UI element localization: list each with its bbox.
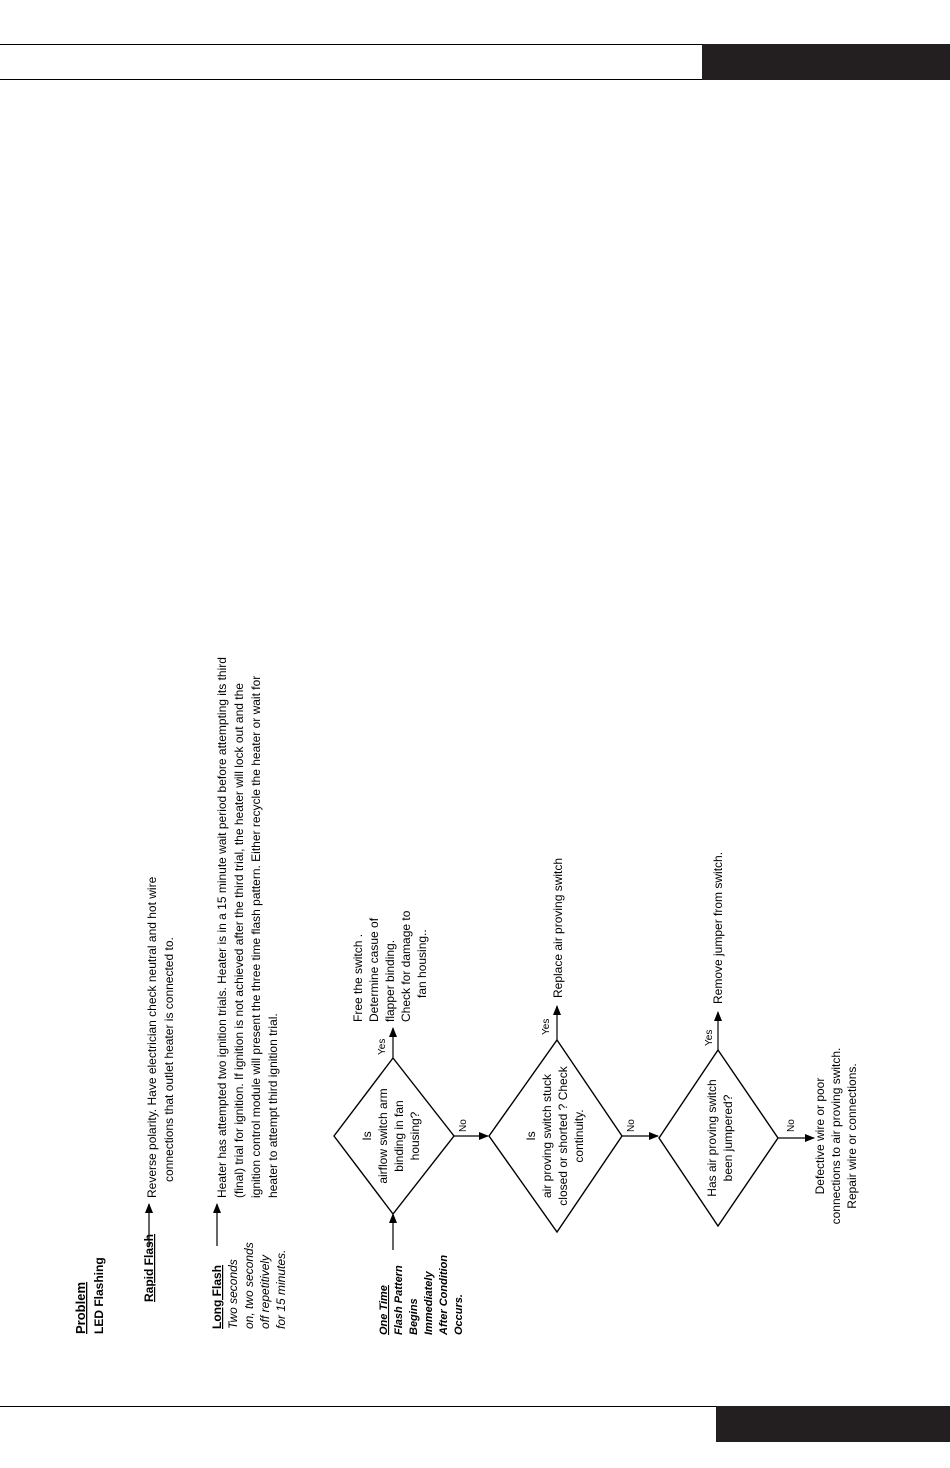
d3-q-line1: Has air proving switch [705,1079,719,1197]
d3-yes-label: Yes [704,1029,715,1046]
d3-q-line2: been jumpered? [721,1094,735,1182]
long-flash-desc-3: ignition control module will present the three time flash pattern. Either recycle the heater or wait for [249,675,263,1198]
long-flash-sub-1: Two seconds [226,1259,240,1329]
d2-yes-label: Yes [541,1018,552,1035]
long-flash-sub-2: on, two seconds [242,1242,256,1329]
d2-no-label: No [626,1119,637,1132]
d3-no-label: No [786,1119,797,1132]
d2-q-line2: air proving switch stuck [540,1073,554,1199]
d1-action-line5: fan housing.. [415,929,429,998]
rapid-flash-label: Rapid Flash [142,1233,156,1302]
one-time-line3: Begins [408,1298,420,1335]
d3-final-line3: Repair wire or connections. [845,1063,859,1209]
d1-q-line2: airflow switch arm [376,1088,390,1184]
one-time-line2: Flash Pattern [393,1265,405,1335]
d1-action-line3: flapper binding. [383,939,397,1022]
d3-action: Remove jumper from switch. [711,851,725,1004]
led-flashing-heading: LED Flashing [92,1257,106,1334]
one-time-line4: Immediately [423,1271,435,1335]
rapid-flash-text-line1: Reverse polarity. Have electrician check neutral and hot wire [145,876,159,1198]
rapid-flash-text-line2: connections that outlet heater is connected to. [162,937,176,1182]
one-time-line5: After Condition [438,1254,450,1335]
long-flash-desc-2: (final) trial for ignition. If ignition is not achieved after the third trial, the heater will lock out and the [232,683,246,1198]
d3-final-line2: connections to air proving switch. [829,1047,843,1225]
d1-q-line3: binding in fan [392,1100,406,1172]
d1-action-line4: Check for damage to [399,910,413,1022]
long-flash-desc-1: Heater has attempted two ignition trials. Heater is in a 15 minute wait period before attempting its third [215,657,229,1198]
d1-action-line2: Determine casue of [367,917,381,1022]
d1-q-line1: Is [360,1131,374,1141]
d2-q-line4: continuity. [572,1109,586,1163]
long-flash-sub-3: off repetitively [258,1254,272,1329]
problem-heading: Problem [73,1281,88,1334]
long-flash-sub-4: for 15 minutes. [274,1249,288,1329]
d3-final-line1: Defective wire or poor [813,1077,827,1195]
d1-action-line1: Free the switch . [351,933,365,1022]
one-time-line1: One Time [378,1285,390,1335]
long-flash-label: Long Flash [210,1265,224,1329]
d1-no-label: No [458,1119,469,1132]
d1-yes-label: Yes [377,1038,388,1055]
d1-q-line4: housing? [408,1111,422,1161]
d2-q-line3: closed or shorted ? Check [556,1066,570,1206]
d2-action: Replace air proving switch [551,857,565,998]
d2-q-line1: Is [524,1131,538,1141]
one-time-line6: Occurs. [453,1294,465,1335]
long-flash-desc-4: heater to attempt third ignition trial. [266,1013,280,1198]
